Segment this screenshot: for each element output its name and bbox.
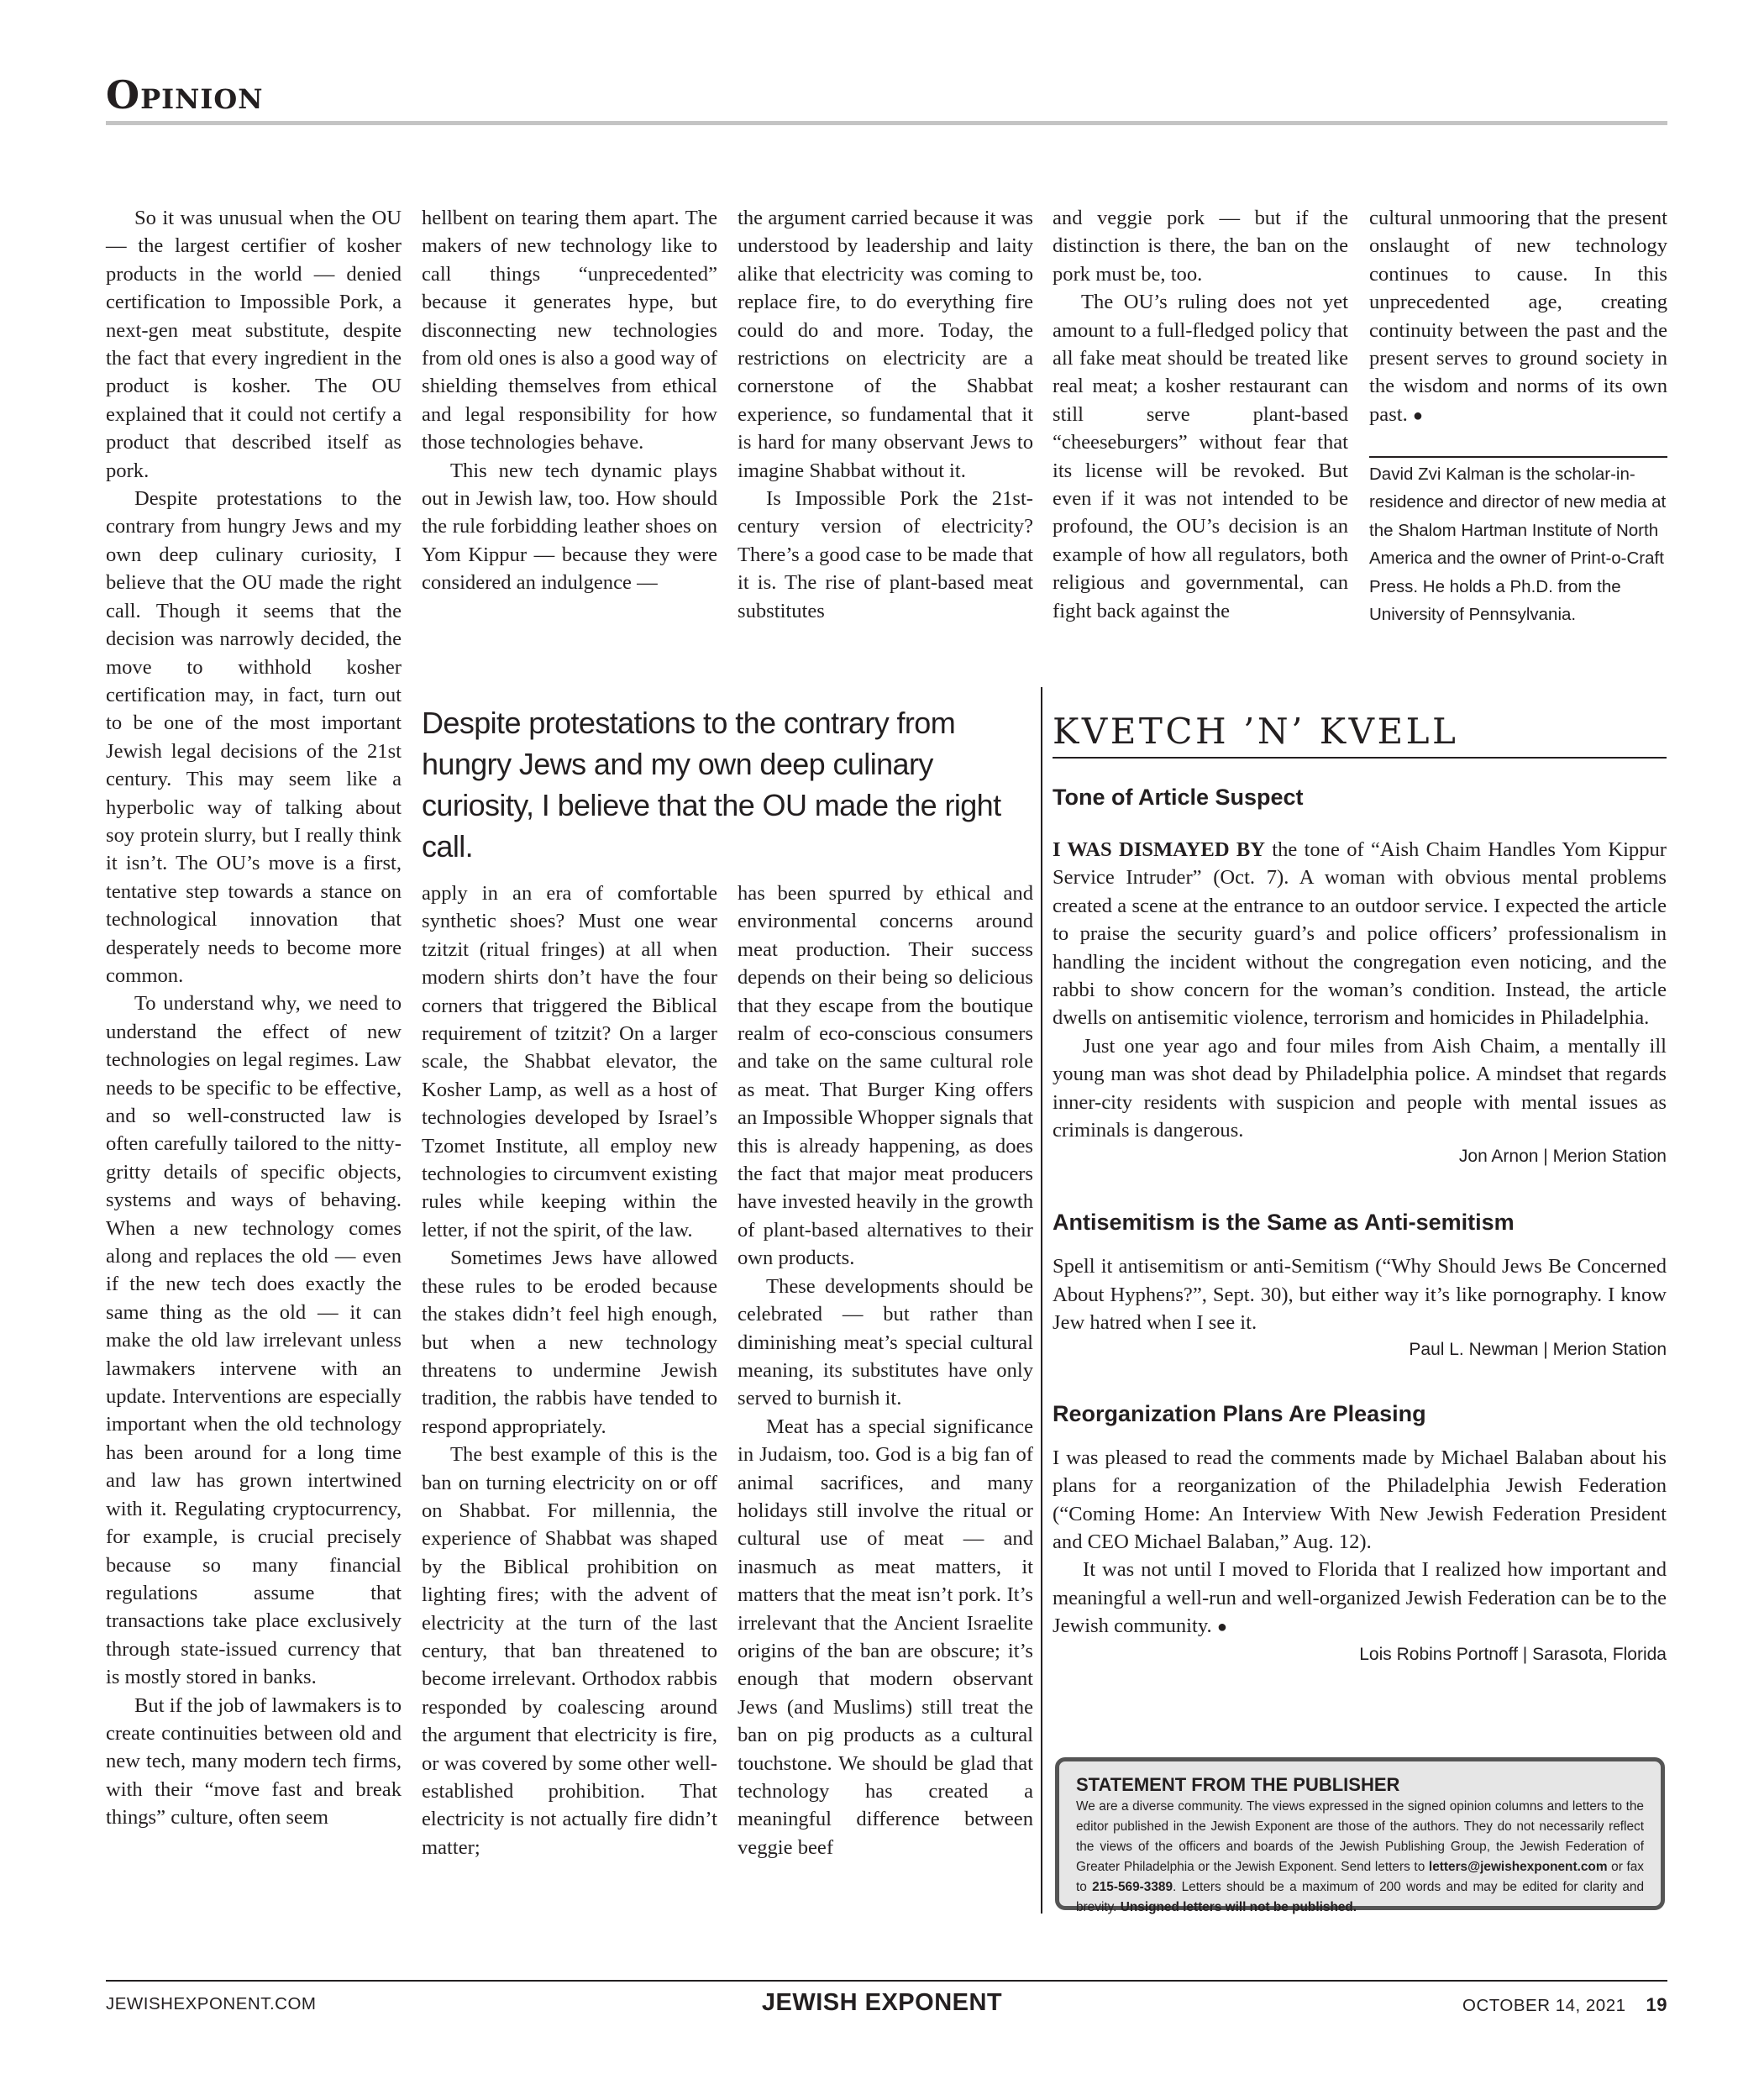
article-column-4-top [1053, 204, 1348, 625]
letter-paragraph: It was not until I moved to Florida that I realized how important and meaningful a well-run and well-organized Jewish Federation can be to the Jewish community. ● [1053, 1558, 1667, 1638]
article-paragraph: But if the job of lawmakers is to create continuities between old and new tech, many modern tech firms, with their “move fast and break things” culture, often seem [106, 1693, 402, 1830]
article-column-1 [106, 204, 402, 1832]
letter-signature: Lois Robins Portnoff | Sarasota, Florida [1359, 1644, 1667, 1664]
footer-paper-name: JEWISH EXPONENT [761, 1989, 1003, 2016]
letter-paragraph: I was pleased to read the comments made by Michael Balaban about his plans for a reorganization of the Philadelphia Jewish Federation (“Coming Home: An Interview With New Jewish Federation President and CEO Michael Balaban,” Aug. 12). [1053, 1446, 1667, 1553]
article-paragraph: has been spurred by ethical and environmental concerns around meat production. Their success depends on their being so delicious that they escape from the boutique realm of eco-conscious consumers and take on the same cultural role as meat. That Burger King offers an Impossible Whopper signals that this is already happening, as does the fact that major meat producers have invested heavily in the growth of plant-based alternatives to their own products. [738, 882, 1033, 1270]
letter [1053, 1399, 1667, 1667]
letter-paragraph: Just one year ago and four miles from Aish Chaim, a mentally ill young man was shot dead by Philadelphia police. A mindset that regards inner-city residents with suspicion and people with mental issues as criminals is dangerous. [1053, 1034, 1667, 1142]
kvetch-kvell-rule [1053, 757, 1667, 759]
article-column-2-top [422, 204, 717, 597]
letter-paragraph: I WAS DISMAYED BY the tone of “Aish Chaim Handles Yom Kippur Service Intruder” (Oct. 7). A woman with obvious mental problems created a scene at the entrance to an outdoor service. I expected the article to praise the security guard’s and police officers’ professionalism in handling the incident without the congregation even noticing, and the rabbi to show concern for the woman’s condition. Instead, the article dwells on antisemitic violence, terrorism and homicides in Philadelphia. [1053, 838, 1667, 1030]
kvetch-kvell-title: KVETCH ’N’ KVELL [1053, 711, 1459, 752]
footer-date-page [1462, 1994, 1667, 2016]
header-rule [106, 121, 1667, 125]
letter-heading: Reorganization Plans Are Pleasing [1053, 1400, 1426, 1426]
publisher-statement-box [1055, 1757, 1665, 1914]
article-paragraph: apply in an era of comfortable synthetic shoes? Must one wear tzitzit (ritual fringes) at all when modern shirts don’t have the four corners that triggered the Biblical requirement of tzitzit? On a larger scale, the Shabbat elevator, the Kosher Lamp, as well as a host of technologies developed by Israel’s Tzomet Institute, all employ new technologies to circumvent existing rules while keeping within the letter, if not the spirit, of the law. [422, 882, 717, 1242]
page-number: 19 [1646, 1994, 1667, 2015]
author-bio: David Zvi Kalman is the scholar-in-residence and director of new media at the Shalom Hartman Institute of North America and the owner of Print-o-Craft Press. He holds a Ph.D. from the University of Pennsylvania. [1369, 465, 1667, 625]
letter-signature: Paul L. Newman | Merion Station [1409, 1339, 1667, 1359]
footer-website[interactable]: JEWISHEXPONENT.COM [106, 1994, 317, 2013]
letter-lead-in: I WAS DISMAYED BY [1053, 838, 1266, 861]
bio-rule [1369, 456, 1667, 458]
article-paragraph: To understand why, we need to understand the effect of new technologies on legal regimes. Law needs to be specific to be effective, and so well-constructed law is often carefully tailored to the nitty-gritty details of specific objects, systems and ways of behaving. When a new technology comes along and replaces the old — even if the new tech does exactly the same thing as the old — it can make the old law irrelevant unless lawmakers intervene with an update. Interventions are especially important when the old technology has been around for a long time and law has grown intertwined with it. Regulating cryptocurrency, for example, is crucial precisely because so many financial regulations assume that transactions take place exclusively through state-issued currency that is mostly stored in banks. [106, 992, 402, 1689]
end-mark-icon: ● [1412, 406, 1424, 425]
footer-rule [106, 1980, 1667, 1982]
article-paragraph: The best example of this is the ban on turning electricity on or off on Shabbat. For millennia, the experience of Shabbat was shaped by the Biblical prohibition on lighting fires; with the advent of electricity at the turn of the last century, that ban threatened to become irrelevant. Orthodox rabbis responded by coalescing around the argument that electricity is fire, or was covered by some other well-established prohibition. That electricity is not actually fire didn’t matter; [422, 1443, 717, 1859]
article-paragraph: and veggie pork — but if the distinction is there, the ban on the pork must be, too. [1053, 207, 1348, 286]
pull-quote: Despite protestations to the contrary from hungry Jews and my own deep culinary curiosity, I believe that the OU made the right call. [422, 706, 1001, 864]
article-paragraph: the argument carried because it was understood by leadership and laity alike that electricity was coming to replace fire, to do everything fire could do and more. Today, the restrictions on electricity are a cornerstone of the Shabbat experience, so fundamental that it is hard for many observant Jews to imagine Shabbat without it. [738, 207, 1033, 482]
article-column-2-bottom [422, 879, 717, 1861]
article-paragraph: So it was unusual when the OU — the largest certifier of kosher products in the world — denied certification to Impossible Pork, a next-gen meat substitute, despite the fact that every ingredient in the product is kosher. The OU explained that it could not certify a product that described itself as pork. [106, 207, 402, 482]
letters-section [1053, 783, 1667, 1667]
article-paragraph: Is Impossible Pork the 21st-century version of electricity? There’s a good case to be made that it is. The rise of plant-based meat substitutes [738, 487, 1033, 622]
letters-email-link[interactable]: letters@jewishexponent.com [1428, 1860, 1608, 1874]
unsigned-letters-note: Unsigned letters will not be published. [1120, 1900, 1357, 1914]
article-column-3-bottom [738, 879, 1033, 1861]
article-paragraph: These developments should be celebrated — but rather than diminishing meat’s special cultural meaning, its substitutes have only served to burnish it. [738, 1274, 1033, 1410]
letter [1053, 783, 1667, 1169]
article-paragraph: hellbent on tearing them apart. The makers of new technology like to call things “unprecedented” because it generates hype, but disconnecting new technologies from old ones is also a good way of shielding themselves from ethical and legal responsibility for how those technologies behave. [422, 207, 717, 454]
letter-heading: Antisemitism is the Same as Anti-semitism [1053, 1210, 1515, 1236]
article-paragraph: The OU’s ruling does not yet amount to a full-fledged policy that all fake meat should be treated like real meat; a kosher restaurant can still serve plant-based “cheeseburgers” without fear that its license will be revoked. But even if it was not intended to be profound, the OU’s decision is an example of how all regulators, both religious and governmental, can fight back against the [1053, 291, 1348, 622]
fax-number: 215-569-3389 [1092, 1880, 1173, 1894]
letter [1053, 1208, 1667, 1362]
letter-paragraph: Spell it antisemitism or anti-Semitism (“Why Should Jews Be Concerned About Hyphens?”, Sept. 30), but either way it’s like pornography. I know Jew hatred when I see it. [1053, 1255, 1667, 1335]
article-paragraph: Despite protestations to the contrary from hungry Jews and my own deep culinary curiosity, I believe that the OU made the right call. Though it seems that the decision was narrowly decided, the move to withhold kosher certification may, in fact, turn out to be one of the most important Jewish legal decisions of the 21st century. This may seem like a hyperbolic way of talking about soy protein slurry, but I really think it isn’t. The OU’s move is a first, tentative step towards a stance on technological innovation that desperately needs to become more common. [106, 487, 402, 987]
column-divider [1041, 687, 1042, 1914]
article-column-5-top [1369, 204, 1667, 430]
end-mark-icon: ● [1216, 1618, 1227, 1637]
article-paragraph: This new tech dynamic plays out in Jewish law, too. How should the rule forbidding leather shoes on Yom Kippur — because they were considered an indulgence — [422, 459, 717, 595]
article-paragraph: cultural unmooring that the present onslaught of new technology continues to cause. In this unprecedented age, creating continuity between the past and the present serves to ground society in the wisdom and norms of its own past. ● [1369, 207, 1667, 426]
article-column-3-top [738, 204, 1033, 625]
publisher-statement-title: STATEMENT FROM THE PUBLISHER [1076, 1774, 1400, 1795]
article-paragraph: Meat has a special significance in Judaism, too. God is a big fan of animal sacrifices, and many holidays still involve the ritual or cultural use of meat — and inasmuch as meat matters, it matters that the meat isn’t pork. It’s irrelevant that the Ancient Israelite origins of the ban are obscure; it’s enough that modern observant Jews (and Muslims) still treat the ban on pig products as a cultural touchstone. We should be glad that technology has created a meaningful difference between veggie beef [738, 1415, 1033, 1859]
publisher-statement-text: We are a diverse community. The views expressed in the signed opinion columns and letters to the editor published in the Jewish Exponent are those of the authors. They do not necessarily reflect the views of the officers and boards of the Jewish Publishing Group, the Jewish Federation of Greater Philadelphia or the Jewish Exponent. Send letters to letters@jewishexponent.com or fax to 215-569-3389. Letters should be a maximum of 200 words and may be edited for clarity and brevity. Unsigned letters will not be published. [1076, 1799, 1645, 1914]
letter-heading: Tone of Article Suspect [1053, 785, 1304, 810]
footer-date: OCTOBER 14, 2021 [1462, 1996, 1626, 2015]
letter-signature: Jon Arnon | Merion Station [1458, 1147, 1667, 1167]
article-paragraph: Sometimes Jews have allowed these rules to be eroded because the stakes didn’t feel high enough, but when a new technology threatens to undermine Jewish tradition, the rabbis have tended to respond appropriately. [422, 1247, 717, 1438]
section-title: Opinion [106, 72, 264, 118]
